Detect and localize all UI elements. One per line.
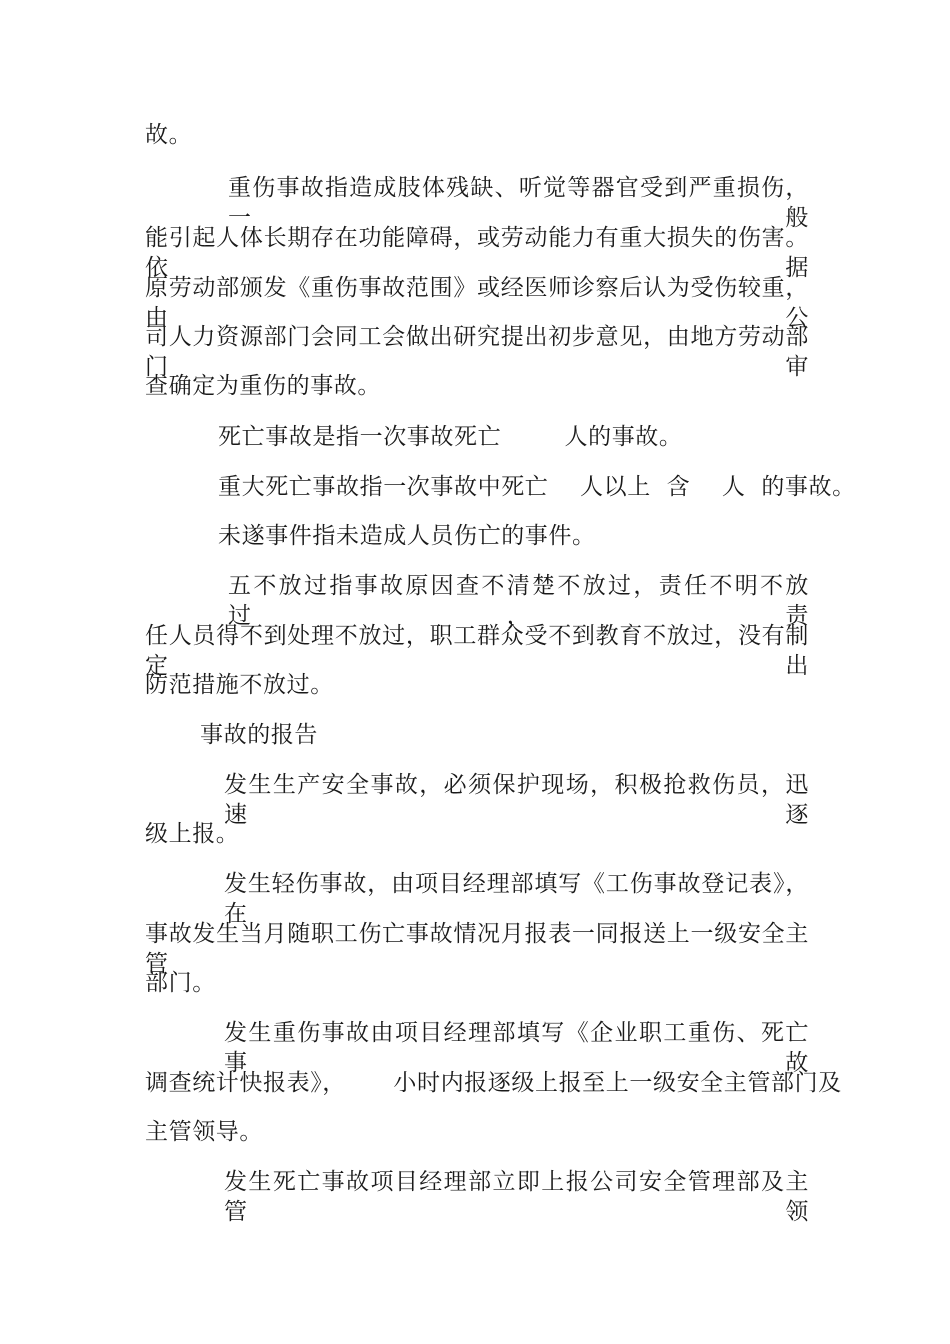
text-line: 事故发生当月随职工伤亡事故情况月报表一同报送上一级安全主管 <box>145 921 809 977</box>
text-line: 发生死亡事故项目经理部立即上报公司安全管理部及主管领 <box>224 1169 809 1225</box>
text-line: 故。 <box>145 122 193 148</box>
section-heading: 事故的报告 <box>200 722 318 748</box>
text-line: 任人员得不到处理不放过，职工群众受不到教育不放过，没有制定出 <box>145 623 809 679</box>
text-line: 死亡事故是指一次事故死亡 人的事故。 <box>218 424 683 450</box>
text-line: 主管领导。 <box>145 1119 263 1145</box>
text-line: 调查统计快报表》， 小时内报逐级上报至上一级安全主管部门及 <box>145 1070 842 1096</box>
text-line: 重大死亡事故指一次事故中死亡 人以上 含 人 的事故。 <box>218 474 856 500</box>
text-line: 防范措施不放过。 <box>145 672 334 698</box>
text-line: 查确定为重伤的事故。 <box>145 373 381 399</box>
text-line: 部门。 <box>145 970 216 996</box>
text-line: 发生重伤事故由项目经理部填写《企业职工重伤、死亡事故 <box>224 1020 809 1076</box>
text-line: 发生生产安全事故，必须保护现场，积极抢救伤员，迅速逐 <box>224 772 809 828</box>
text-line: 司人力资源部门会同工会做出研究提出初步意见，由地方劳动部门审 <box>145 324 809 380</box>
text-line: 五不放过指事故原因查不清楚不放过，责任不明不放过，责 <box>228 573 809 629</box>
text-line: 能引起人体长期存在功能障碍，或劳动能力有重大损失的伤害。依据 <box>145 225 809 281</box>
text-line: 发生轻伤事故，由项目经理部填写《工伤事故登记表》，在 <box>224 871 809 927</box>
text-line: 未遂事件指未造成人员伤亡的事件。 <box>218 523 596 549</box>
text-line: 级上报。 <box>145 821 240 847</box>
text-line: 原劳动部颁发《重伤事故范围》或经医师诊察后认为受伤较重，由公 <box>145 275 809 331</box>
text-line: 重伤事故指造成肢体残缺、听觉等器官受到严重损伤，一般 <box>228 175 809 231</box>
